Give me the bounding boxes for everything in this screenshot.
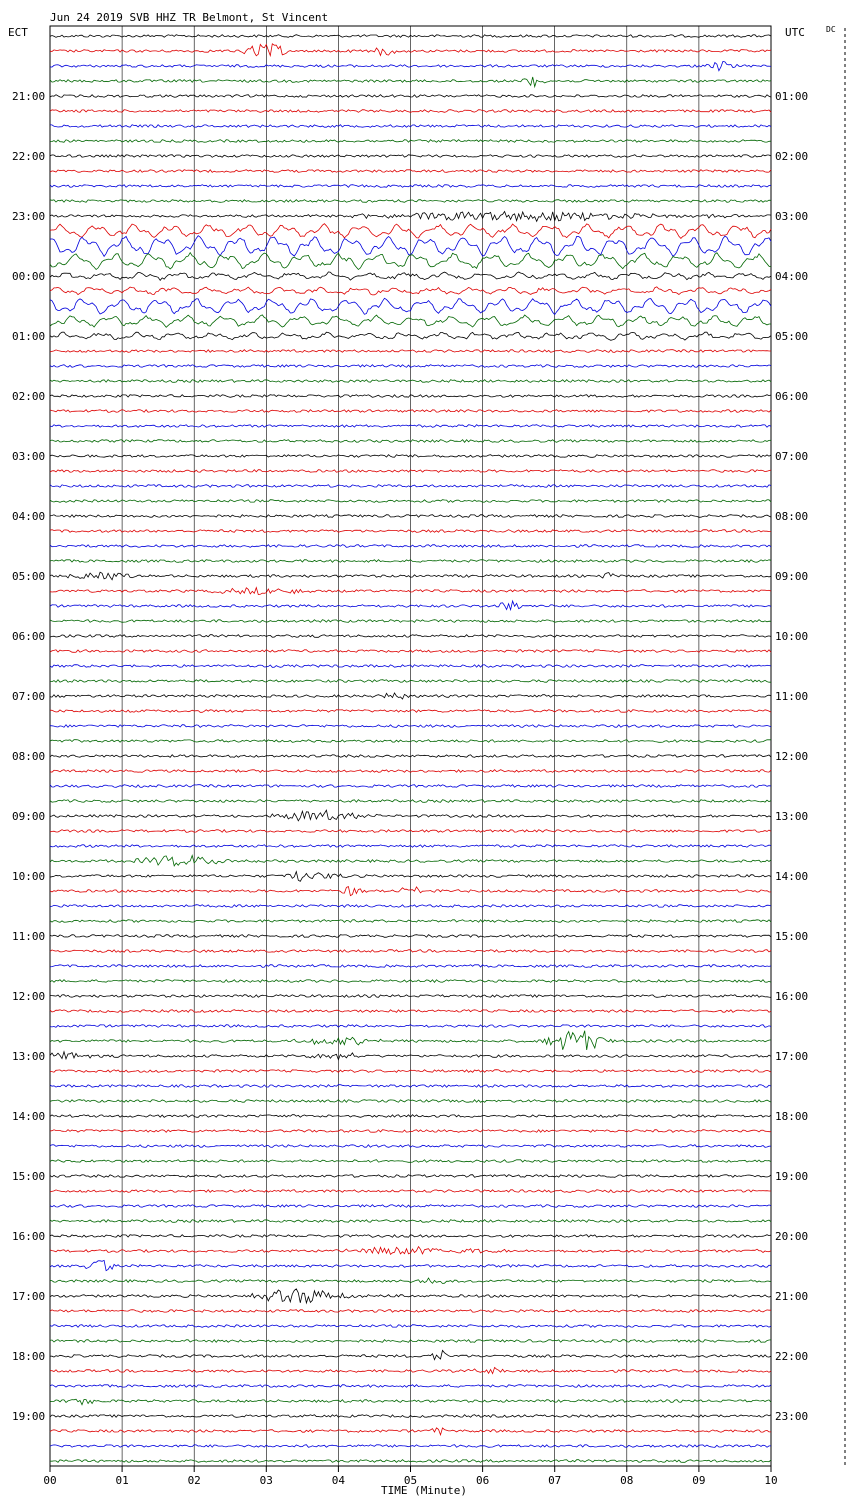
- left-hour-label: 10:00: [12, 870, 46, 883]
- left-hour-label: 02:00: [12, 390, 46, 403]
- right-hour-label: 22:00: [775, 1350, 809, 1363]
- x-tick-label-03: 03: [259, 1474, 273, 1487]
- x-tick-label-05: 05: [403, 1474, 418, 1487]
- right-hour-label: 23:00: [775, 1410, 809, 1423]
- left-hour-label: 19:00: [12, 1410, 46, 1423]
- left-hour-label: 06:00: [12, 630, 46, 643]
- right-hour-label: 02:00: [775, 150, 809, 163]
- x-tick-label-01: 01: [115, 1474, 129, 1487]
- left-hour-label: 18:00: [12, 1350, 46, 1363]
- left-hour-label: 00:00: [12, 270, 46, 283]
- right-hour-label: 09:00: [775, 570, 809, 583]
- right-hour-label: 07:00: [775, 450, 809, 463]
- right-hour-label: 03:00: [775, 210, 809, 223]
- x-tick-label-10: 10: [764, 1474, 778, 1487]
- right-hour-label: 20:00: [775, 1230, 809, 1243]
- left-hour-label: 14:00: [12, 1110, 46, 1123]
- left-hour-label: 22:00: [12, 150, 46, 163]
- left-hour-label: 04:00: [12, 510, 46, 523]
- left-hour-label: 23:00: [12, 210, 46, 223]
- x-tick-label-07: 07: [548, 1474, 562, 1487]
- x-tick-label-00: 00: [43, 1474, 57, 1487]
- left-hour-label: 01:00: [12, 330, 46, 343]
- right-hour-label: 17:00: [775, 1050, 809, 1063]
- x-axis-label: TIME (Minute): [380, 1484, 468, 1497]
- left-hour-labels: [12, 90, 45, 1423]
- left-hour-label: 05:00: [12, 570, 46, 583]
- left-hour-label: 21:00: [12, 90, 46, 103]
- right-hour-label: 12:00: [775, 750, 809, 763]
- right-hour-label: 19:00: [775, 1170, 809, 1183]
- minute-gridlines: [50, 26, 771, 1472]
- left-hour-label: 09:00: [12, 810, 46, 823]
- left-hour-label: 07:00: [12, 690, 46, 703]
- right-hour-labels: [775, 90, 808, 1423]
- right-hour-label: 11:00: [775, 690, 809, 703]
- left-hour-label: 16:00: [12, 1230, 46, 1243]
- right-hour-label: 15:00: [775, 930, 809, 943]
- left-hour-label: 13:00: [12, 1050, 46, 1063]
- x-tick-label-09: 09: [692, 1474, 706, 1487]
- left-hour-label: 17:00: [12, 1290, 46, 1303]
- left-timezone-label: ECT: [8, 26, 28, 39]
- right-timezone-label: UTC: [785, 26, 805, 39]
- left-hour-label: 11:00: [12, 930, 46, 943]
- right-hour-label: 18:00: [775, 1110, 809, 1123]
- x-tick-label-08: 08: [620, 1474, 634, 1487]
- x-tick-label-04: 04: [331, 1474, 346, 1487]
- right-hour-label: 10:00: [775, 630, 809, 643]
- right-hour-label: 04:00: [775, 270, 809, 283]
- right-hour-label: 08:00: [775, 510, 809, 523]
- left-hour-label: 15:00: [12, 1170, 46, 1183]
- left-hour-label: 12:00: [12, 990, 46, 1003]
- right-hour-label: 21:00: [775, 1290, 809, 1303]
- right-hour-label: 06:00: [775, 390, 809, 403]
- left-hour-label: 03:00: [12, 450, 46, 463]
- x-tick-label-06: 06: [475, 1474, 490, 1487]
- dc-corner-label: DC: [826, 25, 836, 34]
- right-hour-label: 01:00: [775, 90, 809, 103]
- right-hour-label: 14:00: [775, 870, 809, 883]
- chart-title: Jun 24 2019 SVB HHZ TR Belmont, St Vincent: [50, 11, 329, 24]
- x-tick-label-02: 02: [187, 1474, 201, 1487]
- right-hour-label: 16:00: [775, 990, 809, 1003]
- right-hour-label: 05:00: [775, 330, 809, 343]
- left-hour-label: 08:00: [12, 750, 46, 763]
- right-hour-label: 13:00: [775, 810, 809, 823]
